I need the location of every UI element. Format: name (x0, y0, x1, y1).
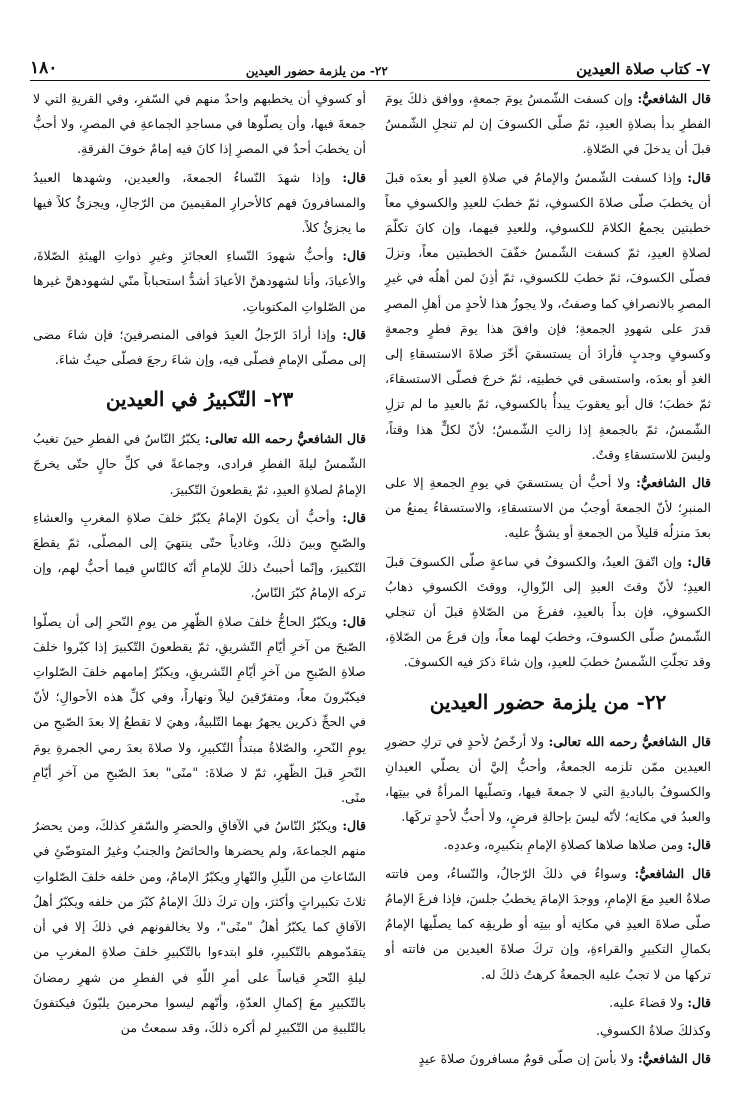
paragraph-text: ويكبّرُ الحاجُّ خلفَ صلاةِ الظّهرِ من يومِ النّحرِ إلى أن يصلّوا الصّبحَ من آخرِ أيّامِ التّشريقِ، ثمّ يقطعونَ التّكبيرَ إذا كبّروا خلفَ صلاةِ الصّبحِ من آخرِ أيّامِ التّشريقِ، ويكبّرُ إمامهم خلفَ الصّلواتِ فيكبّرونَ معاً، ومتفرّقينَ ليلاً ونهاراً، وفي كلِّ هذه الأحوالِ؛ لأنّ في الحجِّ ذكرين يجهرُ بهما التّلبيةُ، وهيَ لا تقطعُ إلا بعدَ الصّبحِ من يومِ النّحرِ، والصّلاةُ مبتدأُ التّكبيرِ، ولا صلاةَ بعدَ رمي الجمرةِ يومَ النّحرِ قبلَ الظّهرِ، ثمّ لا صلاةَ: "منًى" بعدَ الصّبحِ من آخرِ أيّامِ منًى. (33, 613, 366, 806)
paragraph (385, 1018, 711, 1043)
paragraph (385, 990, 711, 1015)
paragraph-text: يكبّرُ النّاسُ في الفطرِ حينَ تغيبُ الشّمسُ ليلةَ الفطرِ فرادى، وجماعةً في كلِّ حالٍ حتّى يخرجَ الإمامُ لصلاةِ العيدِ، ثمّ يقطعونَ التّكبيرَ. (33, 431, 366, 497)
paragraph (33, 609, 366, 811)
paragraph (385, 549, 711, 675)
paragraph-text: ويكبّرُ النّاسُ في الآفاقِ والحضرِ والسّفرِ كذلكَ، ومن يحضرُ منهم الجماعةَ، ولم يحضرها والحائضُ والجنبُ وغيرُ المتوضّئِ في السّاعاتِ من اللّيلِ والنّهارِ ويكبّرُ الإمامُ، ومن خلفه خلفَ الصّلواتِ ثلاثَ تكبيراتٍ وأكثرَ، وإن تركَ ذلكَ الإمامُ كبّرَ من خلفه ويكبّرُ أهلُ الآفاقِ كما يكبّرُ أهلُ "منًى"، ولا يخالفونهم في ذلكَ إلا في أن يتقدّموهم بالتّكبيرِ، فلو ابتدءوا بالتّكبيرِ خلفَ صلاةِ المغربِ من ليلةِ النّحرِ قياساً على أمرِ اللّهِ في الفطرِ من شهرِ رمضانَ بالتّكبيرِ معَ إكمالِ العدّةِ، وأنّهم ليسوا محرمينَ يلبّونَ فيكتفونَ بالتّلبيةِ من التّكبيرِ لم أكره ذلكَ، وقد سمعتُ من (33, 818, 366, 1035)
paragraph-text: وأحبُّ أن يكونَ الإمامُ يكبّرُ خلفَ صلاةِ المغربِ والعشاءِ والصّبحِ وبينَ ذلكَ، وغادياً حتّى ينتهيَ إلى المصلّى، ثمّ يقطعَ التّكبيرَ، وإنّما أحببتُ ذلكَ للإمامِ أنّه كالنّاسِ فيما أحبُّ لهم، وإن تركه الإمامُ كبّرَ النّاسُ. (33, 509, 366, 601)
paragraph (385, 861, 711, 987)
paragraph-text: وإن اتّفقَ العيدُ، والكسوفُ في ساعةٍ صلّى الكسوفَ قبلَ العيدِ؛ لأنّ وقتَ العيدِ إلى الزّوالِ، ووقتَ الكسوفِ ذهابُ الكسوفِ، فإن بدأَ بالعيدِ، ففرغَ من الصّلاةِ قبلَ أن تنجلي الشّمسُ صلّى الكسوفَ، وخطبَ لهما معاً، وإن فرغَ من الصّلاةِ، وقد تجلّتِ الشّمسُ خطبَ للعيدِ، وإن شاءَ ذكرَ فيه الكسوفَ. (385, 553, 711, 670)
paragraph-text: أو كسوفٍ أن يخطبهم واحدٌ منهم في السّفرِ، وفي القريةِ التي لا جمعةَ فيها، وأن يصلّوها في مساجدِ الجماعةِ في المصرِ، ولا أحبُّ أن يخطبَ أحدٌ في المصرِ إذا كانَ فيه إمامٌ خوفَ الفرقةِ. (33, 91, 366, 157)
paragraph-text: ولا أحبُّ أن يستسقيَ في يومِ الجمعةِ إلا على المنبرِ؛ لأنّ الجمعةَ أوجبُ من الاستسقاءِ، والاستسقاءُ يمنعُ من بعدَ منزلُه قليلاً من الجمعةِ أو يشقُّ عليه. (385, 475, 711, 541)
speaker-lead: قال الشافعيُّ رحمه الله تعالى: (204, 431, 366, 447)
speaker-lead: قال: (342, 248, 367, 264)
paragraph (33, 165, 366, 241)
paragraph-text: وإذا شهدَ النّساءُ الجمعةَ، والعيدين، وشهدها العبيدُ والمسافرونَ فهم كالأحرارِ المقيمينَ من الرّجالِ، ويجزئُ كلاً فيها ما يجزئُ كلاً. (33, 169, 366, 236)
section-heading: ٢٣- التّكبيرُ في العيدين (105, 387, 294, 412)
speaker-lead: قال الشافعيُّ: (637, 1051, 711, 1067)
right-column (385, 86, 711, 1074)
running-header (30, 52, 710, 78)
speaker-lead: قال الشافعيُّ رحمه الله تعالى: (548, 733, 711, 749)
speaker-lead: قال: (342, 818, 366, 834)
paragraph (33, 86, 366, 162)
speaker-lead: قال: (342, 613, 366, 629)
paragraph (33, 426, 366, 502)
speaker-lead: قال الشافعيُّ: (637, 91, 711, 106)
page-number: ١٨٠ (30, 58, 58, 78)
paragraph-text: وإذا كسفت الشّمسُ والإمامُ في صلاةِ العيدِ أو بعدَه قبلَ أن يخطبَ صلّى صلاةَ الكسوفِ، ثمّ خطبَ للعيدِ والكسوفِ معاً خطبتين يجمعُ الكلامَ للكسوفِ، وللعيدِ فيهما، وإن كانَ تكلّمَ لصلاةِ العيدِ، ثمّ كسفت الشّمسُ خفّفَ الخطبتين معاً، ونزلَ فصلّى الكسوفَ، ثمّ خطبَ للكسوفِ، ثمّ أذِنَ لمن أهلُه في غيرِ المصرِ بالانصرافِ كما وصفتُ، ولا يجوزُ هذا لأحدٍ من أهلِ المصرِ قدرَ على شهودِ الجمعةِ؛ فإن وافقَ هذا يومَ فطرٍ وجمعةٍ وكسوفٍ وجدبٍ فأرادَ أن يستسقيَ أخّرَ صلاةَ الاستسقاءِ إلى الغدِ أو بعدَه، واستسقى في خطبتِه، ثمّ خرجَ فصلّى الاستسقاءَ، ثمّ خطبَ؛ قال أبو يعقوبَ يبدأُ بالكسوفِ، ثمّ بالعيدِ ما لم تزلِ الشّمسُ، ثمّ بالجمعةِ إذا زالتِ الشّمسُ؛ لأنّ لكلٍّ هذا وقتاً، وليسَ للاستسقاءِ وقتٌ. (385, 169, 711, 462)
paragraph-text: ومن صلاها صلاها كصلاةِ الإمامِ بتكبيرِه، وعددِه. (443, 837, 684, 853)
paragraph (33, 505, 366, 606)
speaker-lead: قال الشافعيُّ: (634, 865, 711, 881)
paragraph (33, 813, 366, 1040)
paragraph (385, 832, 711, 857)
header-chapter-title: ٧- كتاب صلاة العيدين (576, 60, 710, 78)
paragraph (385, 86, 711, 162)
paragraph-text: وسواءٌ في ذلكَ الرّجالُ، والنّساءُ، ومن فاتته صلاةُ العيدِ معَ الإمامِ، ووجدَ الإمامَ يخطبُ جلسَ، فإذا فرغَ الإمامُ صلّى صلاةَ العيدِ في مكانِه أو بيتِه أو طريقِه كما يصلّيها الإمامُ بكمالِ التكبيرِ والقراءةِ، وإن تركَ صلاةَ العيدين من فاتته أو تركها من لا تجبُ عليه الجمعةُ كرهتُ ذلكَ له. (385, 865, 711, 982)
paragraph-text: وإن كسفت الشّمسُ يومَ جمعةٍ، ووافق ذلكَ يومَ الفطرِ بدأ بصلاةِ العيدِ، ثمّ صلّى الكسوفَ إن لم تنجلِ الشّمسُ قبلَ أن يدخلَ في الصّلاةِ. (385, 91, 711, 157)
paragraph-text: ولا قضاءَ عليه. (609, 994, 684, 1010)
speaker-lead: قال: (687, 837, 711, 853)
speaker-lead: قال: (342, 326, 366, 342)
paragraph (385, 165, 711, 467)
paragraph-text: ولا بأسَ إن صلّى قومٌ مسافرونَ صلاةَ عيدٍ (418, 1051, 634, 1067)
speaker-lead: قال: (687, 169, 711, 185)
speaker-lead: قال: (342, 509, 366, 525)
header-section-title: ٢٢- من يلزمة حضور العيدين (245, 64, 388, 78)
paragraph-text: وإذا أرادَ الرّجلُ العيدَ فوافى المنصرفينَ؛ فإن شاءَ مضى إلى مصلّى الإمامِ فصلّى فيه، وإن شاءَ رجعَ فصلّى حيثُ شاءَ. (33, 326, 366, 368)
speaker-lead: قال الشافعيُّ: (636, 475, 711, 491)
paragraph-text: ولا أرخّصُ لأحدٍ في تركِ حضورِ العيدين ممّن تلزمه الجمعةُ، وأحبُّ إليَّ أن يصلّي العيدانِ والكسوفُ بالباديةِ التي لا جمعةَ فيها، وتصلّيها المرأةُ في بيتِها، والعبدُ في مكانِه؛ لأنّه ليسَ بإحالةِ فرضٍ، ولا أحبُّ لأحدٍ تركَها. (385, 733, 711, 825)
speaker-lead: قال: (342, 169, 366, 185)
paragraph (385, 470, 711, 546)
left-column (33, 86, 366, 1043)
paragraph-text: وأحبُّ شهودَ النّساءِ العجائزِ وغيرِ ذواتِ الهيئةِ الصّلاةَ، والأعيادَ، وأنا لشهودهنَّ الأعيادَ أشدُّ استحباباً منّي لشهودهنَّ غيرها من الصّلواتِ المكتوباتِ. (33, 248, 366, 314)
paragraph-text: وكذلكَ صلاةُ الكسوفِ. (595, 1022, 711, 1038)
speaker-lead: قال: (687, 553, 712, 569)
paragraph (385, 729, 711, 830)
header-rule (30, 80, 710, 81)
paragraph (33, 322, 366, 372)
section-heading: ٢٢- من يلزمة حضور العيدين (429, 689, 667, 714)
speaker-lead: قال: (687, 994, 711, 1010)
paragraph (33, 243, 366, 319)
paragraph (385, 1046, 711, 1071)
